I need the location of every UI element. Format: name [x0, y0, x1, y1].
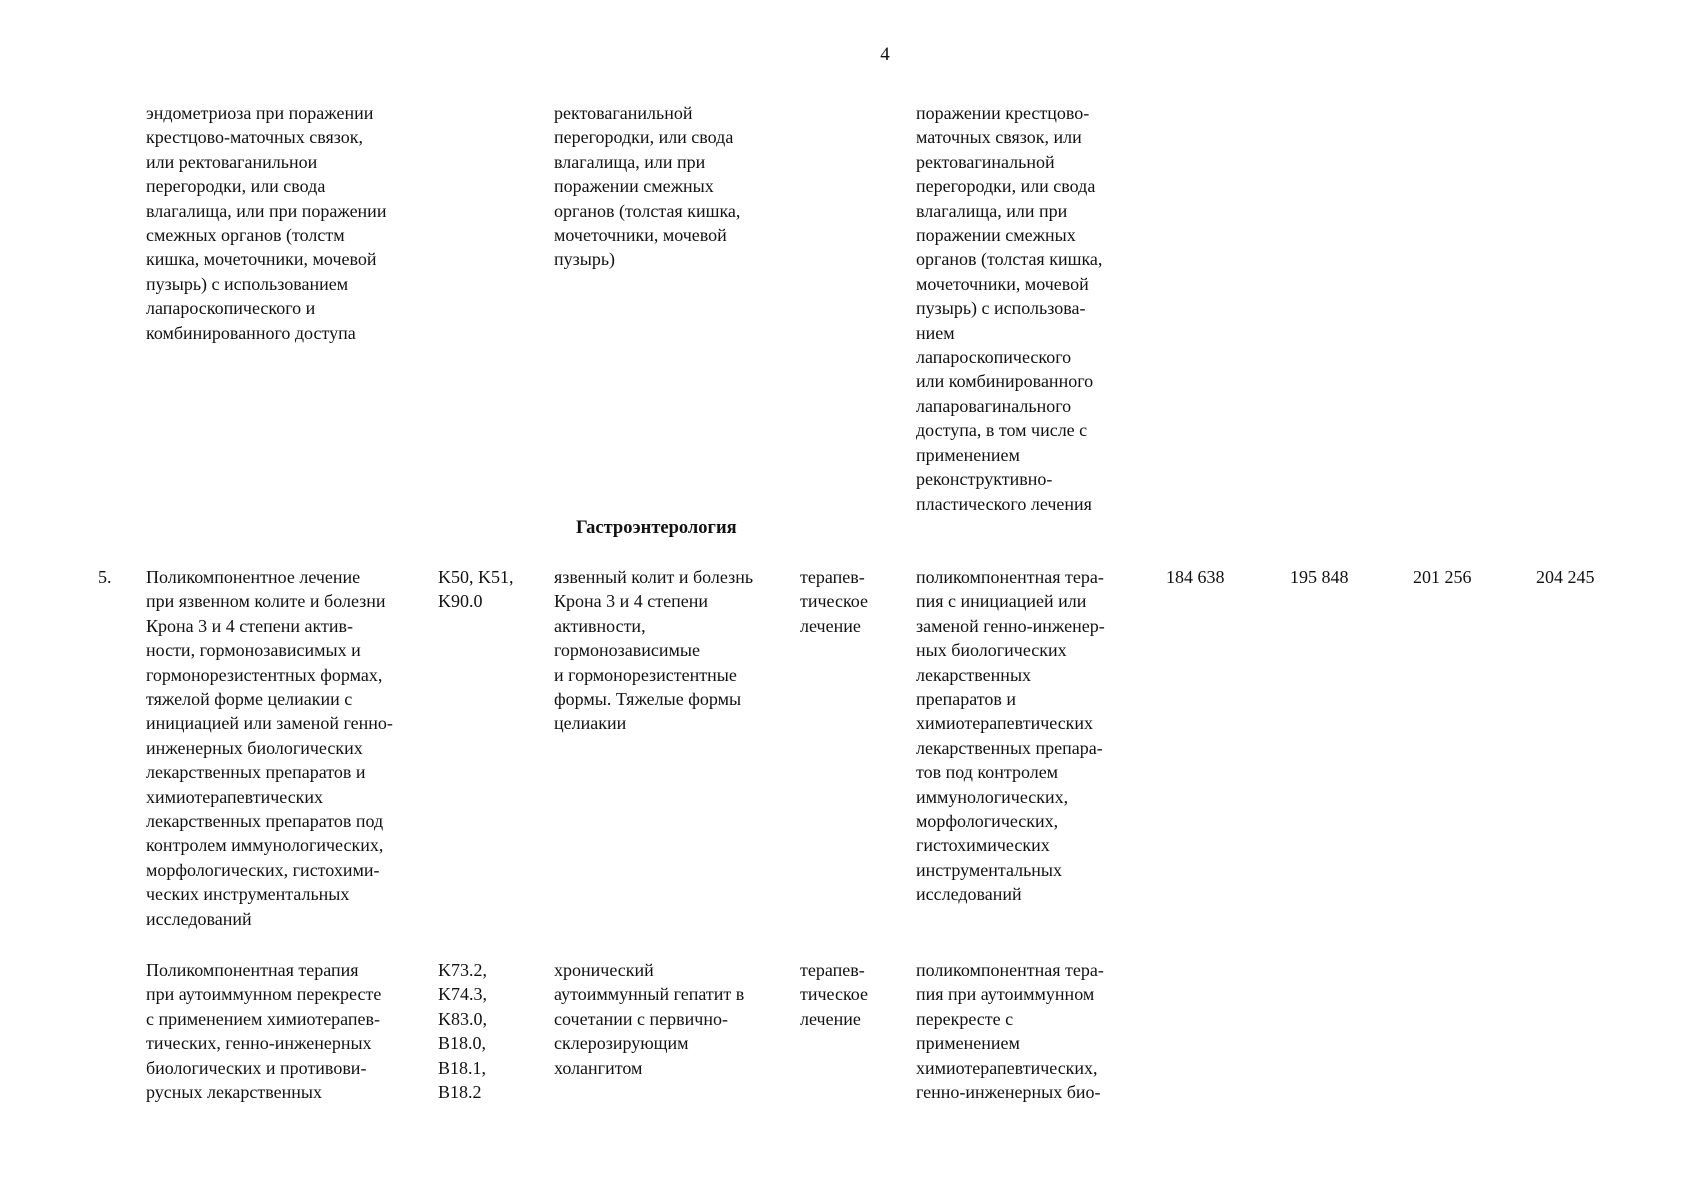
row-treatment-type-cell: терапев- тическое лечение	[800, 567, 869, 636]
continuation-method-cell: поражении крестцово- маточных связок, или ректовагинальной перегородки, или свода влагалища, или при поражении смежных органов (толстая кишка, мочеточники, мочевой пузырь) с использова- нием лапароскопического или комбинированного лапаровагинального доступа, в том числе с применением реконструктивно- пластического лечения	[916, 103, 1103, 514]
row-name-cell: Поликомпонентная терапия при аутоиммунном перекресте с применением химиотерапев- тических, генно-инженерных биологических и противови- русных лекарственных	[146, 960, 382, 1103]
row-model-cell: хронический аутоиммунный гепатит в сочетании с первично- склерозирующим холангитом	[554, 960, 745, 1078]
row-method-cell: поликомпонентная тера- пия с инициацией или заменой генно-инженер- ных биологических лекарственных препаратов и химиотерапевтических лекарственных препара- тов под контролем иммунологических, морфологических, гистохимических инструментальных исследований	[916, 567, 1105, 905]
row-codes-cell: K73.2, K74.3, K83.0, B18.0, B18.1, B18.2	[438, 960, 487, 1103]
page-number: 4	[880, 44, 890, 65]
row-number: 5.	[98, 567, 112, 587]
row-codes-cell: K50, K51, K90.0	[438, 567, 514, 612]
row-name-cell: Поликомпонентное лечение при язвенном колите и болезни Крона 3 и 4 степени актив- ности, гормонозависимых и гормонорезистентных формах, тяжелой форме целиакии с инициацией или заменой генно- инженерных биологических лекарственных препаратов и химиотерапевтических лекарственных препаратов под контролем иммунологических, морфологических, гистохими- ческих инструментальных исследований	[146, 567, 393, 929]
section-title: Гастроэнтерология	[576, 518, 737, 538]
row-treatment-type-cell: терапев- тическое лечение	[800, 960, 869, 1029]
row-value-3: 201 256	[1413, 567, 1472, 587]
row-value-4: 204 245	[1536, 567, 1595, 587]
row-method-cell: поликомпонентная тера- пия при аутоиммунном перекресте с применением химиотерапевтических, генно-инженерных био-	[916, 960, 1104, 1103]
continuation-model-cell: ректоваганильной перегородки, или свода влагалища, или при поражении смежных органов (толстая кишка, мочеточники, мочевой пузырь)	[554, 103, 741, 270]
row-value-1: 184 638	[1166, 567, 1225, 587]
row-model-cell: язвенный колит и болезнь Крона 3 и 4 степени активности, гормонозависимые и гормонорезистентные формы. Тяжелые формы целиакии	[554, 567, 754, 734]
continuation-name-cell: эндометриоза при поражении крестцово-маточных связок, или ректоваганильнои перегородки, или свода влагалища, или при поражении смежных органов (толстм кишка, мочеточники, мочевой пузырь) с использованием лапароскопического и комбинированного доступа	[146, 103, 387, 343]
row-value-2: 195 848	[1290, 567, 1349, 587]
